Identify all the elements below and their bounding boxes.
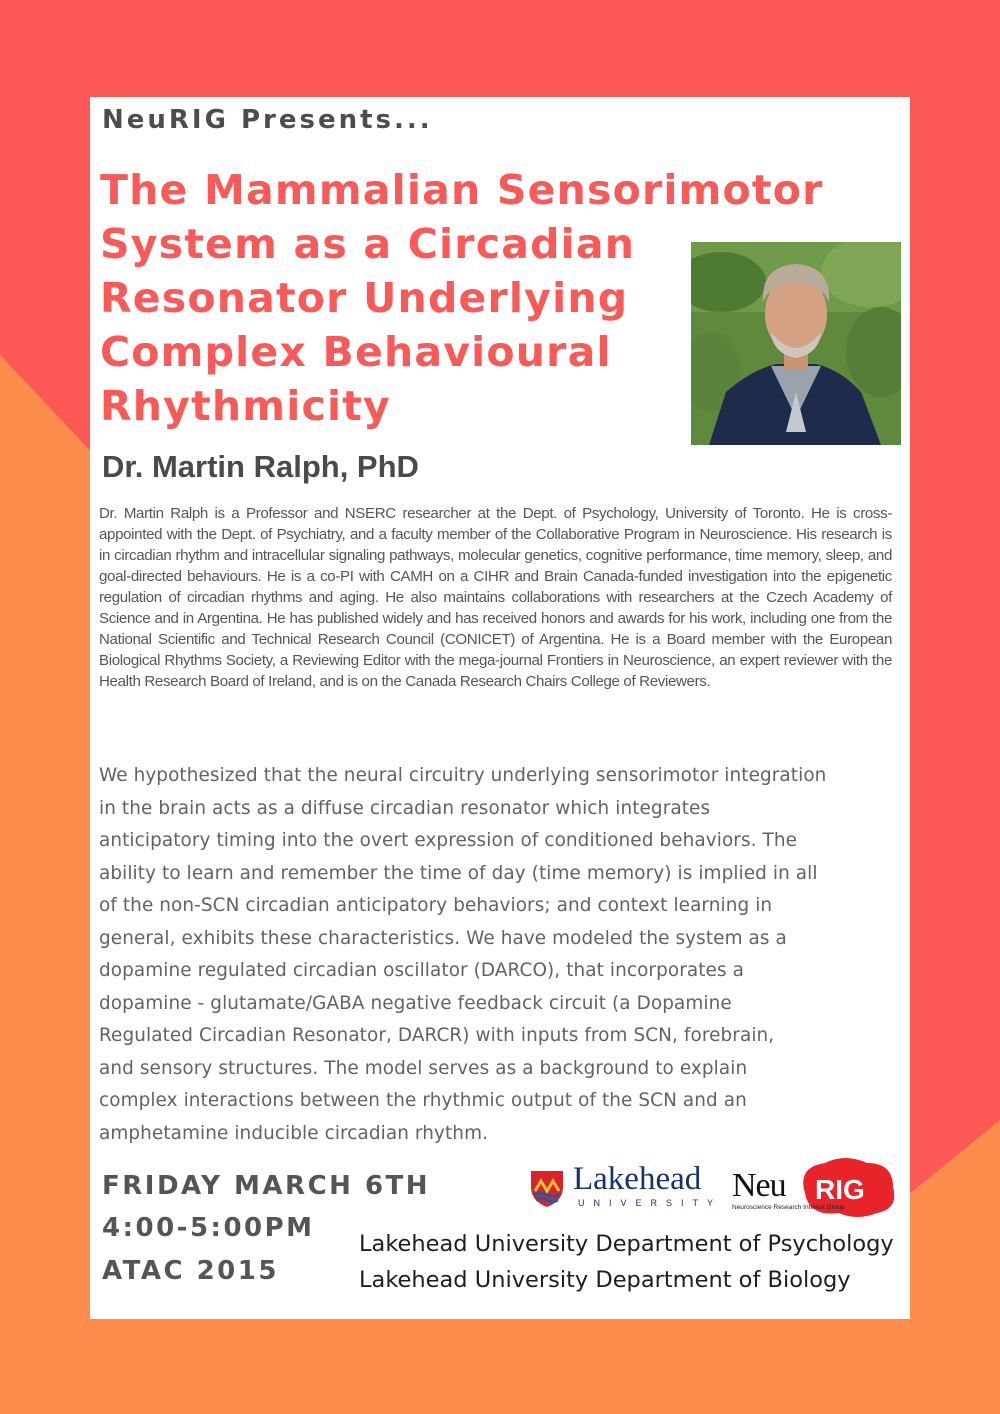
abstract-line: We hypothesized that the neural circuitry underlying sensorimotor integration bbox=[99, 765, 827, 786]
speaker-name: Dr. Martin Ralph, PhD bbox=[102, 449, 419, 484]
abstract-line: dopamine regulated circadian oscillator (DARCO), that incorporates a bbox=[99, 960, 744, 981]
abstract-line: general, exhibits these characteristics. We have modeled the system as a bbox=[99, 927, 787, 949]
title-line: The Mammalian Sensorimotor bbox=[100, 166, 824, 214]
lakehead-crest-icon bbox=[527, 1169, 567, 1209]
abstract-line: amphetamine inducible circadian rhythm. bbox=[99, 1122, 489, 1144]
speaker-photo bbox=[691, 242, 901, 445]
presents-heading: NeuRIG Presents... bbox=[102, 105, 433, 135]
abstract-line: complex interactions between the rhythmic output of the SCN and an bbox=[99, 1090, 747, 1111]
department-psychology: Lakehead University Department of Psychology bbox=[359, 1231, 894, 1257]
lakehead-logo-subtext: UNIVERSITY bbox=[578, 1198, 723, 1208]
event-time: 4:00-5:00PM bbox=[102, 1213, 315, 1243]
abstract-line: Regulated Circadian Resonator, DARCR) with inputs from SCN, forebrain, bbox=[99, 1025, 775, 1046]
abstract-line: anticipatory timing into the overt expression of conditioned behaviors. The bbox=[99, 830, 798, 851]
abstract-line: dopamine - glutamate/GABA negative feedback circuit (a Dopamine bbox=[99, 992, 732, 1014]
title-line: Complex Behavioural bbox=[100, 328, 612, 376]
title-line: System as a Circadian bbox=[100, 220, 636, 268]
lakehead-logo-text: Lakehead bbox=[573, 1161, 702, 1197]
department-biology: Lakehead University Department of Biology bbox=[359, 1267, 851, 1293]
neurig-logo-text: Neu bbox=[732, 1167, 786, 1204]
abstract-line: in the brain acts as a diffuse circadian resonator which integrates bbox=[99, 797, 711, 819]
abstract-line: and sensory structures. The model serves as a background to explain bbox=[99, 1057, 748, 1079]
talk-abstract bbox=[99, 760, 899, 1150]
neurig-badge-text: RIG bbox=[815, 1174, 865, 1205]
title-line: Resonator Underlying bbox=[100, 274, 629, 322]
event-location: ATAC 2015 bbox=[102, 1256, 279, 1286]
content-card bbox=[90, 97, 910, 1319]
neurig-logo-subtext: Neuroscience Research Interest Group bbox=[732, 1204, 845, 1211]
speaker-bio: Dr. Martin Ralph is a Professor and NSERC researcher at the Dept. of Psychology, University of Toronto. He is cross-appointed with the Dept. of Psychiatry, and a faculty member of the Collaborative Program in Neuroscience. His research is in circadian rhythm and intracellular signaling pathways, molecular genetics, cognitive performance, time memory, sleep, and goal-directed behaviours. He is a co-PI with CAMH on a CIHR and Brain Canada-funded investigation into the epigenetic regulation of circadian rhythms and aging. He also maintains collaborations with researchers at the Czech Academy of Science and in Argentina. He has published widely and has received honors and awards for his work, including one from the National Scientific and Technical Research Council (CONICET) of Argentina. He is a Board member with the European Biological Rhythms Society, a Reviewing Editor with the mega-journal Frontiers in Neuroscience, an expert reviewer with the Health Research Board of Ireland, and is on the Canada Research Chairs College of Reviewers. bbox=[99, 505, 892, 690]
abstract-line: of the non-SCN circadian anticipatory behaviors; and context learning in bbox=[99, 895, 773, 916]
event-date: FRIDAY MARCH 6TH bbox=[102, 1171, 431, 1201]
abstract-line: ability to learn and remember the time of day (time memory) is implied in all bbox=[99, 862, 818, 884]
title-line: Rhythmicity bbox=[100, 382, 391, 430]
